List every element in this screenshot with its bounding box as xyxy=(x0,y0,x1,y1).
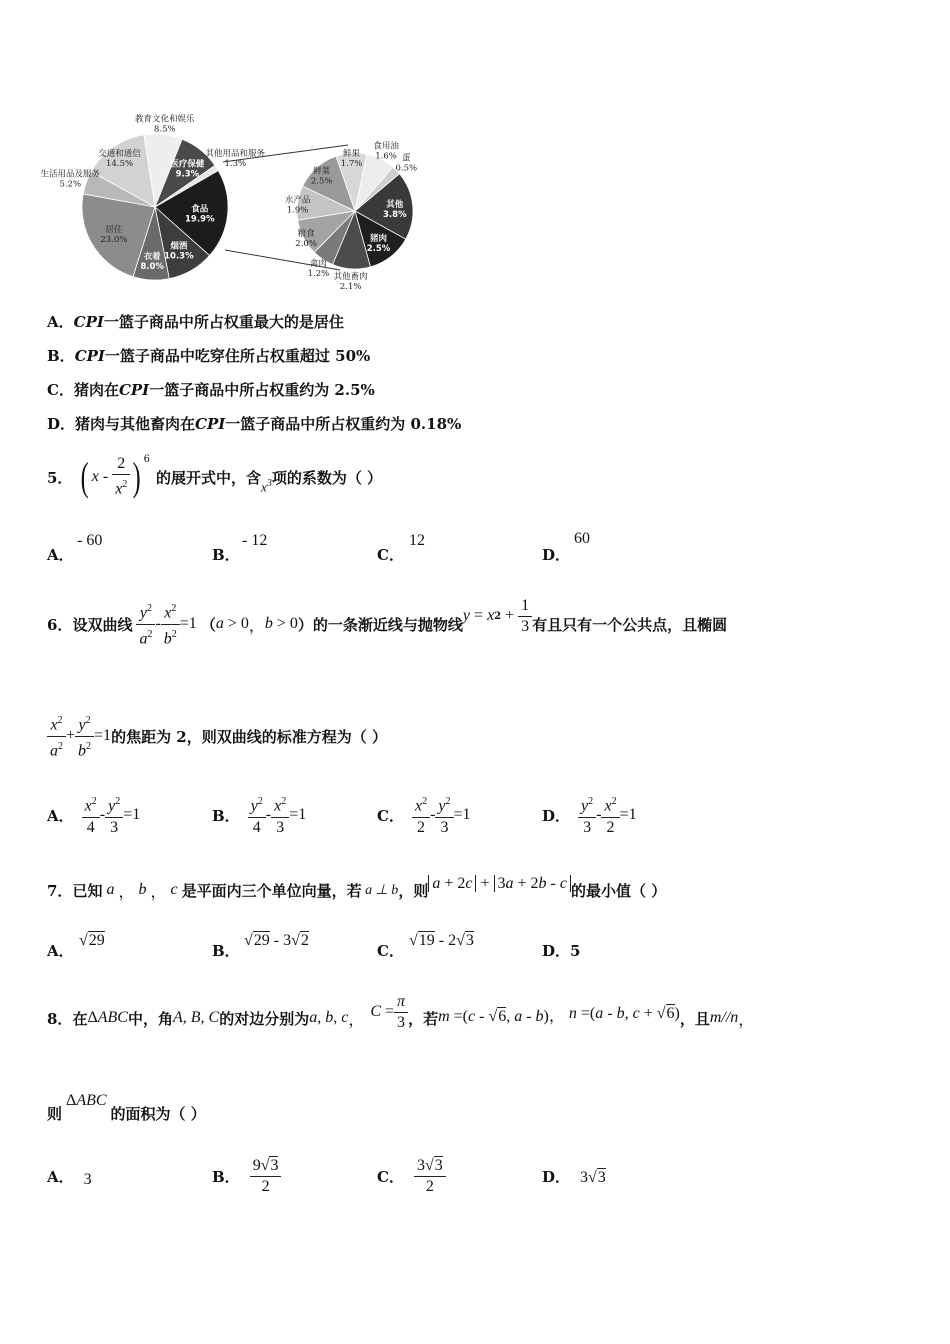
question-text: ）的一条渐近线与抛物线 xyxy=(297,615,463,634)
vector-expression: a + 2c + 3a + 2b - c xyxy=(428,874,571,893)
q7-option-a[interactable]: A． xyxy=(47,942,74,960)
cpi-pie-chart xyxy=(40,100,460,290)
pie-label-衣着: 衣着 8.0% xyxy=(140,251,164,272)
q5-option-d-value: 60 xyxy=(574,530,590,547)
pie-label-鲜菜: 鲜菜 2.5% xyxy=(310,166,333,187)
q5-option-a[interactable]: A． xyxy=(47,546,74,564)
pie-label-教育文化和娱乐: 教育文化和娱乐 8.5% xyxy=(135,114,195,135)
q8-option-c[interactable]: C． $\frac{3√3}{2}$ xyxy=(377,1148,446,1204)
question-text: 已知 xyxy=(72,881,103,900)
q5-option-a-value: - 60 xyxy=(77,532,103,549)
q7-option-d[interactable]: D．5 xyxy=(542,942,581,960)
question-text: 项的系数为（ ） xyxy=(271,468,383,487)
question-5 xyxy=(47,452,382,502)
question-text: 的面积为（ ） xyxy=(110,1105,206,1123)
option-letter: A． xyxy=(47,806,74,825)
x-cubed-term: $x^3$ xyxy=(261,478,272,495)
option-letter: C． xyxy=(377,1167,404,1186)
option-letter: D． xyxy=(542,806,571,825)
q6-option-d[interactable]: D． $\frac{y^2}{3}$ - $\frac{x^2}{2}$ =1 xyxy=(542,790,637,840)
binomial-expression: ( x - $\frac{2}{x^2}$ ) $^6$ xyxy=(81,453,151,499)
q6-option-b[interactable]: B． $\frac{y^2}{4}$ - $\frac{x^2}{3}$ =1 xyxy=(212,790,306,840)
option-letter: D． xyxy=(47,415,76,433)
pie-label-禽肉: 禽肉 1.2% xyxy=(307,258,330,279)
pie-label-水产品: 水产品 1.9% xyxy=(284,195,311,216)
question-text: 在 xyxy=(72,1009,88,1028)
q4-option-b[interactable] xyxy=(47,345,370,366)
question-text: 则 xyxy=(47,1105,63,1123)
pie-label-鲜果: 鲜果 1.7% xyxy=(340,149,363,170)
option-letter: C． xyxy=(377,806,404,825)
q8-option-b[interactable]: B． $\frac{9√3}{2}$ xyxy=(212,1148,281,1204)
question-text: （ xyxy=(200,615,216,634)
pie-label-生活用品及服务: 生活用品及服务 5.2% xyxy=(40,169,101,190)
question-text: 有且只有一个公共点，且椭圆 xyxy=(532,615,728,634)
pie-label-烟酒: 烟酒 10.3% xyxy=(164,241,194,262)
option-letter: A． xyxy=(47,1167,74,1186)
q8-options xyxy=(47,1148,767,1204)
question-text: 设双曲线 xyxy=(72,615,133,634)
pie-label-医疗保健: 医疗保健 9.3% xyxy=(170,159,205,180)
option-letter: B． xyxy=(212,1167,240,1186)
q4-option-c[interactable] xyxy=(47,379,375,400)
q8-option-a[interactable]: A． 3 xyxy=(47,1167,92,1188)
q5-option-d[interactable]: D． xyxy=(542,546,571,564)
vector-m: m =(c - √6, a - b)， xyxy=(438,1007,565,1025)
option-text: 一篮子商品中所占权重最大的是居住 xyxy=(103,313,344,331)
question-7: 7． 已知 a ， b ， c 是平面内三个单位向量，若 a ⊥ b ，则 a + 2c + 3a + 2b - c 的最小值（ ） xyxy=(47,874,667,901)
question-8: 8． 在 ΔABC 中，角 A, B, C 的对边分别为 a, b, c ， C = $\frac{\pi}{3}$ ，若 m =(c - √6, a - b)， n =(a - b, c + √6) ，且 m//n ， xyxy=(47,992,755,1031)
question-number: 8． xyxy=(47,1009,73,1028)
question-8-cont: 则 ΔABC 的面积为（ ） xyxy=(47,1092,206,1123)
parallel-condition: m//n xyxy=(709,1009,739,1026)
q5-options xyxy=(47,530,747,564)
option-text: 一篮子商品中吃穿住所占权重超过 50% xyxy=(104,347,371,365)
question-text: 中，角 xyxy=(127,1009,173,1028)
hyperbola-equation: $\frac{y^2}{a^2}$ - $\frac{x^2}{b^2}$ =1 xyxy=(136,599,196,649)
q7-option-c-value: √19 - 2√3 xyxy=(409,932,474,949)
option-letter: A． xyxy=(47,313,74,331)
option-text: 一篮子商品中所占权重约为 2.5% xyxy=(149,381,375,399)
pie-label-其他: 其他 3.8% xyxy=(383,200,407,221)
parabola-equation: y = x 2 + $\frac{1}{3}$ xyxy=(463,596,532,637)
option-letter: D． xyxy=(542,1167,571,1186)
question-6: 6． 设双曲线 $\frac{y^2}{a^2}$ - $\frac{x^2}{b^2}$ =1 （ a > 0 ， b > 0 ）的一条渐近线与抛物线 y = x 2 + $\frac{1}{3}$ 有且只有一个公共点，且椭圆 xyxy=(47,596,728,647)
q7-option-b-value: √29 - 3√2 xyxy=(244,932,309,949)
question-number: 5． xyxy=(47,468,73,487)
option-text: 猪肉在 xyxy=(73,381,119,399)
pie-label-蛋: 蛋 0.5% xyxy=(395,153,418,174)
pie-label-食用油: 食用油 1.6% xyxy=(373,141,399,162)
question-text: 的最小值（ ） xyxy=(570,881,667,900)
q6-option-a[interactable]: A． $\frac{x^2}{4}$ - $\frac{y^2}{3}$ =1 xyxy=(47,790,140,840)
q6-option-c[interactable]: C． $\frac{x^2}{2}$ - $\frac{y^2}{3}$ =1 xyxy=(377,790,471,840)
angle-c: C = $\frac{\pi}{3}$ xyxy=(370,992,408,1033)
option-text: 猪肉与其他畜肉在 xyxy=(75,415,196,433)
question-text: 是平面内三个单位向量，若 xyxy=(181,881,362,900)
q7-option-b[interactable]: B． xyxy=(212,942,240,960)
question-text: 的焦距为 2，则双曲线的标准方程为（ ） xyxy=(111,727,387,746)
q8-option-d[interactable]: D． 3√3 xyxy=(542,1167,606,1186)
question-text: ，则 xyxy=(398,881,429,900)
question-6-cont xyxy=(47,708,387,764)
question-text: 的对边分别为 xyxy=(219,1009,310,1028)
pie-label-其他畜肉: 其他畜肉 2.1% xyxy=(333,271,368,290)
pie-label-居住: 居住 23.0% xyxy=(100,224,128,245)
perpendicular-condition: a ⊥ b xyxy=(361,882,399,898)
option-text: 一篮子商品中所占权重约为 0.18% xyxy=(225,415,462,433)
pie-label-交通和通信: 交通和通信 14.5% xyxy=(98,149,141,170)
pie-label-猪肉: 猪肉 2.5% xyxy=(366,233,391,254)
option-letter: B． xyxy=(47,347,75,365)
pie-label-食品: 食品 19.9% xyxy=(185,204,215,225)
q6-options xyxy=(47,790,767,840)
q7-option-d-value: 5 xyxy=(570,942,581,960)
question-number: 6． xyxy=(47,615,73,634)
q7-option-a-value: √29 xyxy=(79,932,105,949)
question-number: 7． xyxy=(47,881,73,900)
option-letter: B． xyxy=(212,806,240,825)
question-text: ，若 xyxy=(408,1009,439,1028)
q4-option-d[interactable] xyxy=(47,413,461,434)
question-text: ，且 xyxy=(679,1009,710,1028)
cpi-term: CPI xyxy=(73,313,104,331)
condition-a: a xyxy=(215,615,224,632)
ellipse-equation: $\frac{x^2}{a^2}$ + $\frac{y^2}{b^2}$ =1 xyxy=(47,711,111,761)
pie-label-其他用品和服务: 其他用品和服务 1.3% xyxy=(205,149,266,170)
q7-options xyxy=(47,928,767,964)
q5-option-c-value: 12 xyxy=(409,532,425,549)
cpi-term: CPI xyxy=(118,381,150,399)
q5-option-b-value: - 12 xyxy=(242,532,268,549)
q4-option-a[interactable] xyxy=(47,311,344,332)
cpi-term: CPI xyxy=(195,415,226,433)
question-text: 的展开式中，含 xyxy=(156,468,262,487)
vector-n: n =(a - b, c + √6) xyxy=(568,1005,680,1022)
q5-option-b[interactable]: B． xyxy=(212,546,240,564)
option-letter: C． xyxy=(47,381,74,399)
q5-option-c[interactable]: C． xyxy=(377,546,404,564)
cpi-term: CPI xyxy=(74,347,105,365)
q7-option-c[interactable]: C． xyxy=(377,942,404,960)
pie-label-粮食: 粮食 2.0% xyxy=(295,229,317,250)
